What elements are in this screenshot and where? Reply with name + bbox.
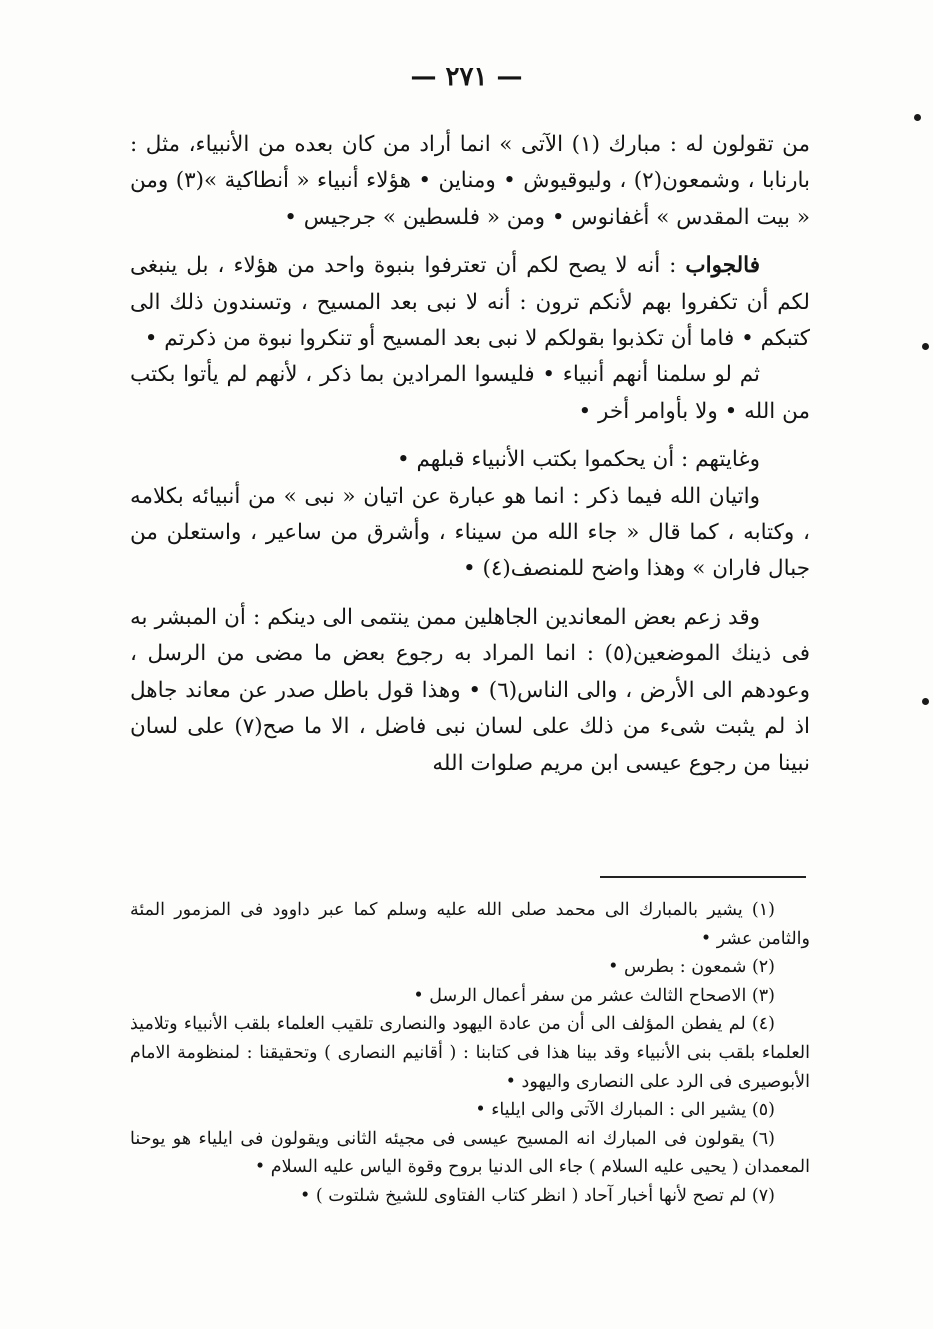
footnote-5: (٥) يشير الى : المبارك الآتى والى ايلياء •	[475, 1100, 775, 1121]
footnotes	[130, 896, 810, 1211]
paragraph-4: وغايتهم : أن يحكموا بكتب الأنبياء قبلهم •	[396, 447, 760, 473]
footnote-7: (٧) لم تصح لأنها أخبار آحاد ( انظر كتاب الفتاوى للشيخ شلتوت ) •	[299, 1185, 775, 1206]
answer-heading: فالجواب	[685, 253, 760, 279]
margin-dot	[922, 698, 929, 705]
margin-dot	[914, 114, 921, 121]
margin-dot	[922, 343, 929, 350]
paragraph-5: واتيان الله فيما ذكر : انما هو عبارة عن اتيان « نبى » من أنبيائه بكلامه ، وكتابه ، كما قال « جاء الله من سيناء ، وأشرق من ساعير ، واستعلن من جبال فاران » وهذا واضح للمنصف(٤) •	[130, 483, 810, 582]
paragraph-1: من تقولون له : مبارك (١) الآتى » انما أراد من كان بعده من الأنبياء، مثل : بارنابا ، وشمعون(٢) ، وليوقيوش • ومناين • هؤلاء أنبياء « أنطاكية »(٣) ومن « بيت المقدس » أغفانوس • ومن « فلسطين » جرجيس •	[130, 132, 811, 230]
footnote-1: (١) يشير بالمبارك الى محمد صلى الله عليه وسلم كما عبر داوود فى المزمور المئة والثامن عشر •	[130, 900, 810, 949]
paragraph-2-text: : أنه لا يصح لكم أن تعترفوا بنبوة واحد من هؤلاء ، بل ينبغى لكم أن تكفروا بهم لأنكم ترون : أنه لا نبى بعد المسيح ، وتسندون ذلك الى كتبكم • فاما أن تكذبوا بقولكم لا نبى بعد المسيح أو تنكروا نبوة من ذكرتم •	[130, 253, 810, 352]
paragraph-2	[130, 248, 810, 357]
footnote-2: (٢) شمعون : بطرس •	[608, 957, 775, 978]
footnote-6: (٦) يقولون فى المبارك انه المسيح عيسى فى مجيئه الثانى ويقولون فى ايلياء هو يوحنا المعمدان ( يحيى عليه السلام ) جاء الى الدنيا بروح وقوة الياس عليه السلام •	[130, 1128, 810, 1178]
footnote-separator	[600, 876, 806, 878]
page-number: — ٢٧١ —	[410, 62, 523, 92]
footnote-4: (٤) لم يفطن المؤلف الى أن من عادة اليهود والنصارى تلقيب العلماء بلقب الأنبياء وتلاميذ العلماء بلقب بنى الأنبياء وقد بينا هذا فى كتابنا : ( أقانيم النصارى ) وتحقيقنا : لمنظومة الامام الأبوصيرى فى الرد على النصارى واليهود •	[130, 1014, 810, 1092]
main-text	[130, 127, 810, 782]
paragraph-3: ثم لو سلمنا أنهم أنبياء • فليسوا المرادين بما ذكر ، لأنهم لم يأتوا بكتب من الله • ولا بأوامر أخر •	[130, 362, 810, 424]
paragraph-6: وقد زعم بعض المعاندين الجاهلين ممن ينتمى الى دينكم : أن المبشر به فى ذينك الموضعين(٥) : انما المراد به رجوع بعض ما مضى من الرسل ، وعودهم الى الأرض ، والى الناس(٦) • وهذا قول باطل صدر عن معاند جاهل اذ لم يثبت شىء من ذلك على لسان نبى فاضل ، الا ما صح(٧) على لسان نبينا من رجوع عيسى ابن مريم صلوات الله	[130, 604, 810, 776]
footnote-3: (٣) الاصحاح الثالث عشر من سفر أعمال الرسل •	[413, 985, 775, 1006]
